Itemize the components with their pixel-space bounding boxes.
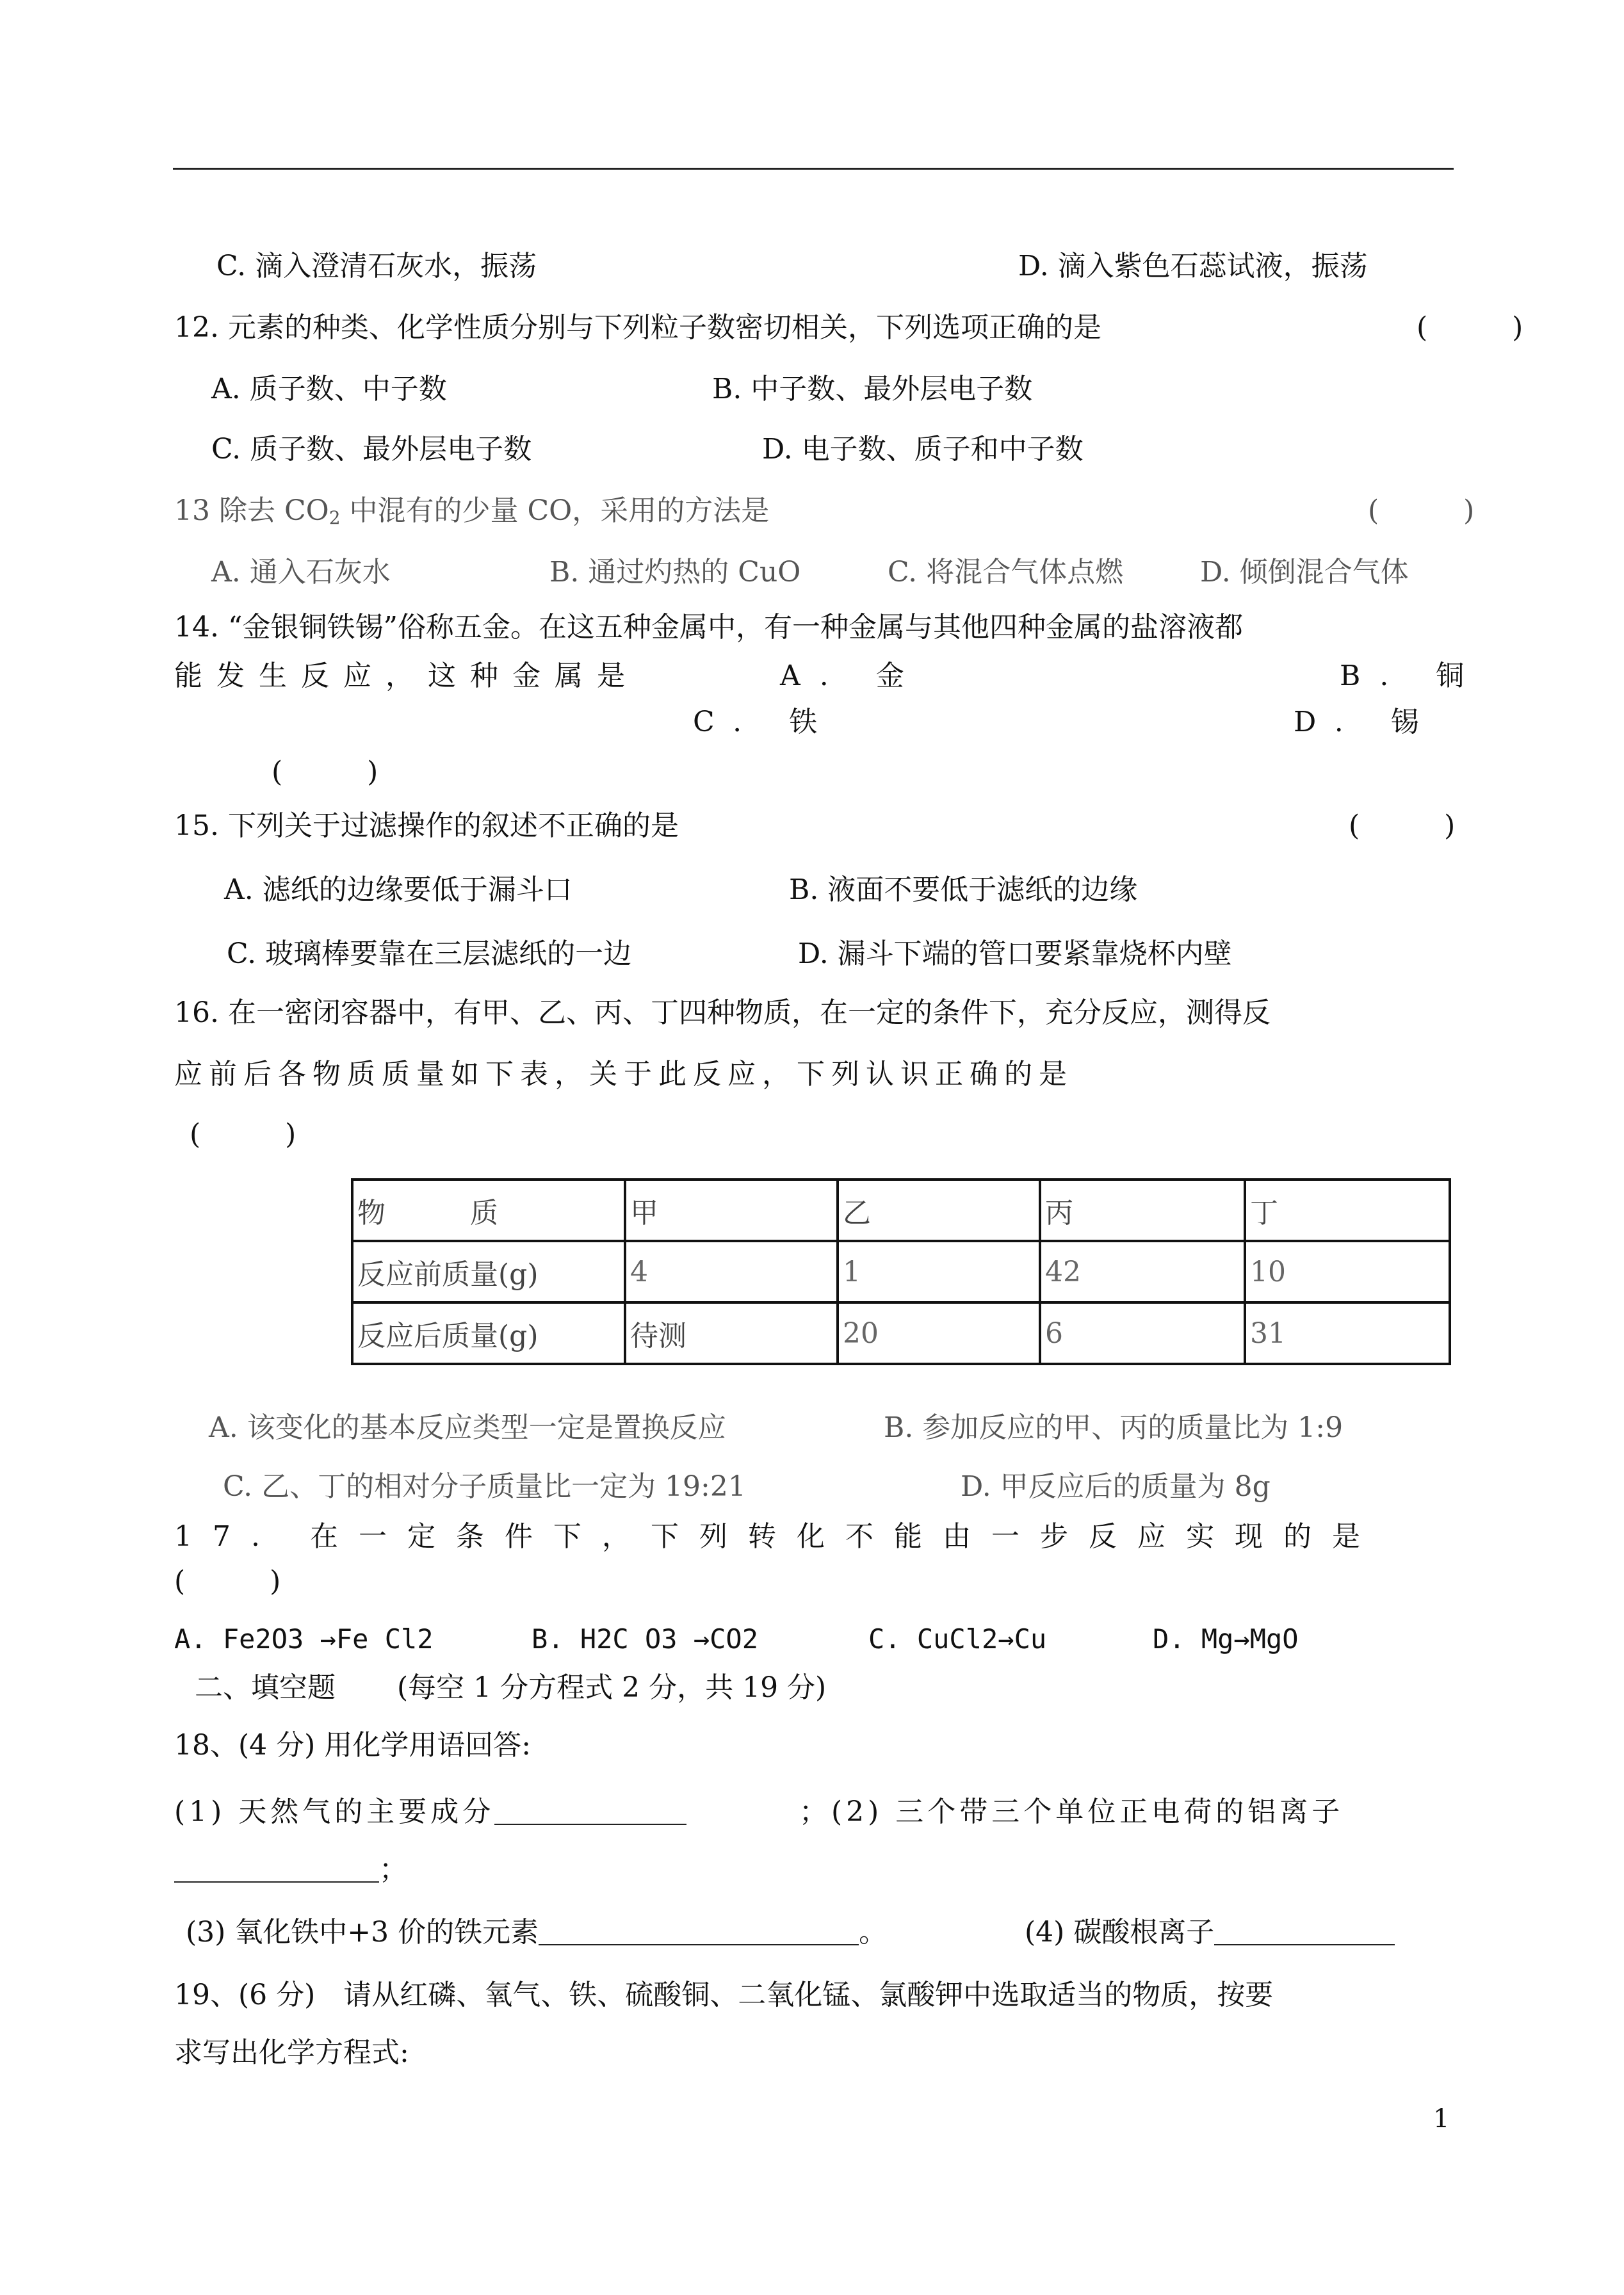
page-number: 1 <box>1433 2104 1450 2134</box>
q18-part2: ；(2) 三个带三个单位正电荷的铝离子 <box>799 1796 1344 1828</box>
q15-option-a: A. 滤纸的边缘要低于漏斗口 <box>224 873 572 906</box>
q13-option-a: A. 通入石灰水 <box>211 556 391 588</box>
q14-option-b: B. 铜 <box>1340 660 1484 692</box>
q13-option-d: D. 倾倒混合气体 <box>1200 556 1409 588</box>
q17-option-d: D. Mg→MgO <box>1153 1623 1299 1655</box>
table-cell: 4 <box>625 1241 838 1302</box>
answer-blank[interactable] <box>539 1916 859 1945</box>
q16-answer-paren: ( ) <box>190 1118 296 1151</box>
q13-stem: 13 除去 $CO_2$ 中混有的少量 CO，采用的方法是 <box>174 494 770 528</box>
q13-answer-paren: ( ) <box>1368 494 1475 527</box>
table-cell: 20 <box>838 1302 1040 1364</box>
table-cell: 待测 <box>625 1302 838 1364</box>
table-row <box>352 1241 1450 1302</box>
answer-blank[interactable] <box>494 1796 686 1825</box>
table-cell: 反应后质量(g) <box>352 1302 625 1364</box>
table-cell: 反应前质量(g) <box>352 1241 625 1302</box>
q15-option-d: D. 漏斗下端的管口要紧靠烧杯内壁 <box>798 937 1232 970</box>
q16-option-d: D. 甲反应后的质量为 8g <box>961 1470 1271 1503</box>
q17-stem: 17. 在一定条件下，下列转化不能由一步反应实现的是 <box>174 1520 1381 1553</box>
q12-option-a: A. 质子数、中子数 <box>211 373 447 405</box>
table-cell: 42 <box>1040 1241 1245 1302</box>
table-cell: 甲 <box>625 1180 838 1241</box>
q12-option-b: B. 中子数、最外层电子数 <box>712 373 1033 405</box>
table-row <box>352 1302 1450 1364</box>
q11-option-c: C. 滴入澄清石灰水，振荡 <box>216 250 537 282</box>
q14-line2: 能发生反应，这种金属是 <box>174 660 639 692</box>
q14-option-c: C. 铁 <box>693 706 837 738</box>
q18-part1: (1) 天然气的主要成分 <box>174 1793 686 1831</box>
q14-option-a: A. 金 <box>780 660 923 692</box>
q17-answer-paren: ( ) <box>174 1565 281 1598</box>
q15-option-b: B. 液面不要低于滤纸的边缘 <box>789 873 1138 906</box>
table-cell: 6 <box>1040 1302 1245 1364</box>
header-rule <box>173 168 1454 170</box>
q12-stem: 12. 元素的种类、化学性质分别与下列粒子数密切相关，下列选项正确的是 <box>174 311 1101 344</box>
q19-line1: 19、(6 分) 请从红磷、氧气、铁、硫酸铜、二氧化锰、氯酸钾中选取适当的物质，按要 <box>174 1979 1274 2011</box>
table-cell: 乙 <box>838 1180 1040 1241</box>
q12-option-c: C. 质子数、最外层电子数 <box>211 433 532 466</box>
q17-option-a: A. Fe2O3 →Fe Cl2 <box>174 1623 434 1655</box>
q16-option-a: A. 该变化的基本反应类型一定是置换反应 <box>209 1411 726 1444</box>
q17-option-c: C. CuCl2→Cu <box>868 1623 1047 1655</box>
table-cell: 1 <box>838 1241 1040 1302</box>
table-cell: 丙 <box>1040 1180 1245 1241</box>
q18-stem: 18、(4 分) 用化学用语回答: <box>174 1729 532 1762</box>
q11-option-d: D. 滴入紫色石蕊试液，振荡 <box>1018 250 1368 282</box>
q14-answer-paren: ( ) <box>272 756 378 788</box>
q16-line2: 应前后各物质质量如下表，关于此反应，下列认识正确的是 <box>174 1058 1073 1091</box>
q13-option-c: C. 将混合气体点燃 <box>888 556 1124 588</box>
table-cell: 物 质 <box>352 1180 625 1241</box>
q14-line1: 14. “金银铜铁锡”俗称五金。在这五种金属中，有一种金属与其他四种金属的盐溶液都 <box>174 611 1243 644</box>
q13-option-b: B. 通过灼热的 CuO <box>549 556 801 588</box>
q17-option-b: B. H2C O3 →CO2 <box>532 1623 759 1655</box>
q19-line2: 求写出化学方程式: <box>174 2036 409 2069</box>
q15-option-c: C. 玻璃棒要靠在三层滤纸的一边 <box>227 937 632 970</box>
table-cell: 丁 <box>1245 1180 1450 1241</box>
q16-option-c: C. 乙、丁的相对分子质量比一定为 19:21 <box>223 1470 746 1503</box>
q15-answer-paren: ( ) <box>1349 809 1456 842</box>
q18-part4: (4) 碳酸根离子 <box>1025 1913 1395 1952</box>
q15-stem: 15. 下列关于过滤操作的叙述不正确的是 <box>174 809 679 842</box>
q16-option-b: B. 参加反应的甲、丙的质量比为 1:9 <box>884 1411 1344 1444</box>
q16-mass-table <box>351 1178 1451 1365</box>
section-2-note: (每空 1 分方程式 2 分，共 19 分) <box>397 1671 827 1704</box>
table-cell: 31 <box>1245 1302 1450 1364</box>
answer-blank[interactable] <box>174 1853 379 1883</box>
q18-part2-blank-line: ； <box>174 1851 407 1889</box>
q12-answer-paren: ( ) <box>1417 311 1523 344</box>
q14-option-d: D. 锡 <box>1294 706 1438 738</box>
q12-option-d: D. 电子数、质子和中子数 <box>762 433 1084 466</box>
table-header-row <box>352 1180 1450 1241</box>
section-2-title: 二、填空题 <box>195 1671 336 1704</box>
q18-part3: (3) 氧化铁中+3 价的铁元素 。 <box>186 1916 888 1949</box>
answer-blank[interactable] <box>1214 1916 1395 1945</box>
q16-line1: 16. 在一密闭容器中，有甲、乙、丙、丁四种物质，在一定的条件下，充分反应，测得反 <box>174 996 1271 1029</box>
table-cell: 10 <box>1245 1241 1450 1302</box>
